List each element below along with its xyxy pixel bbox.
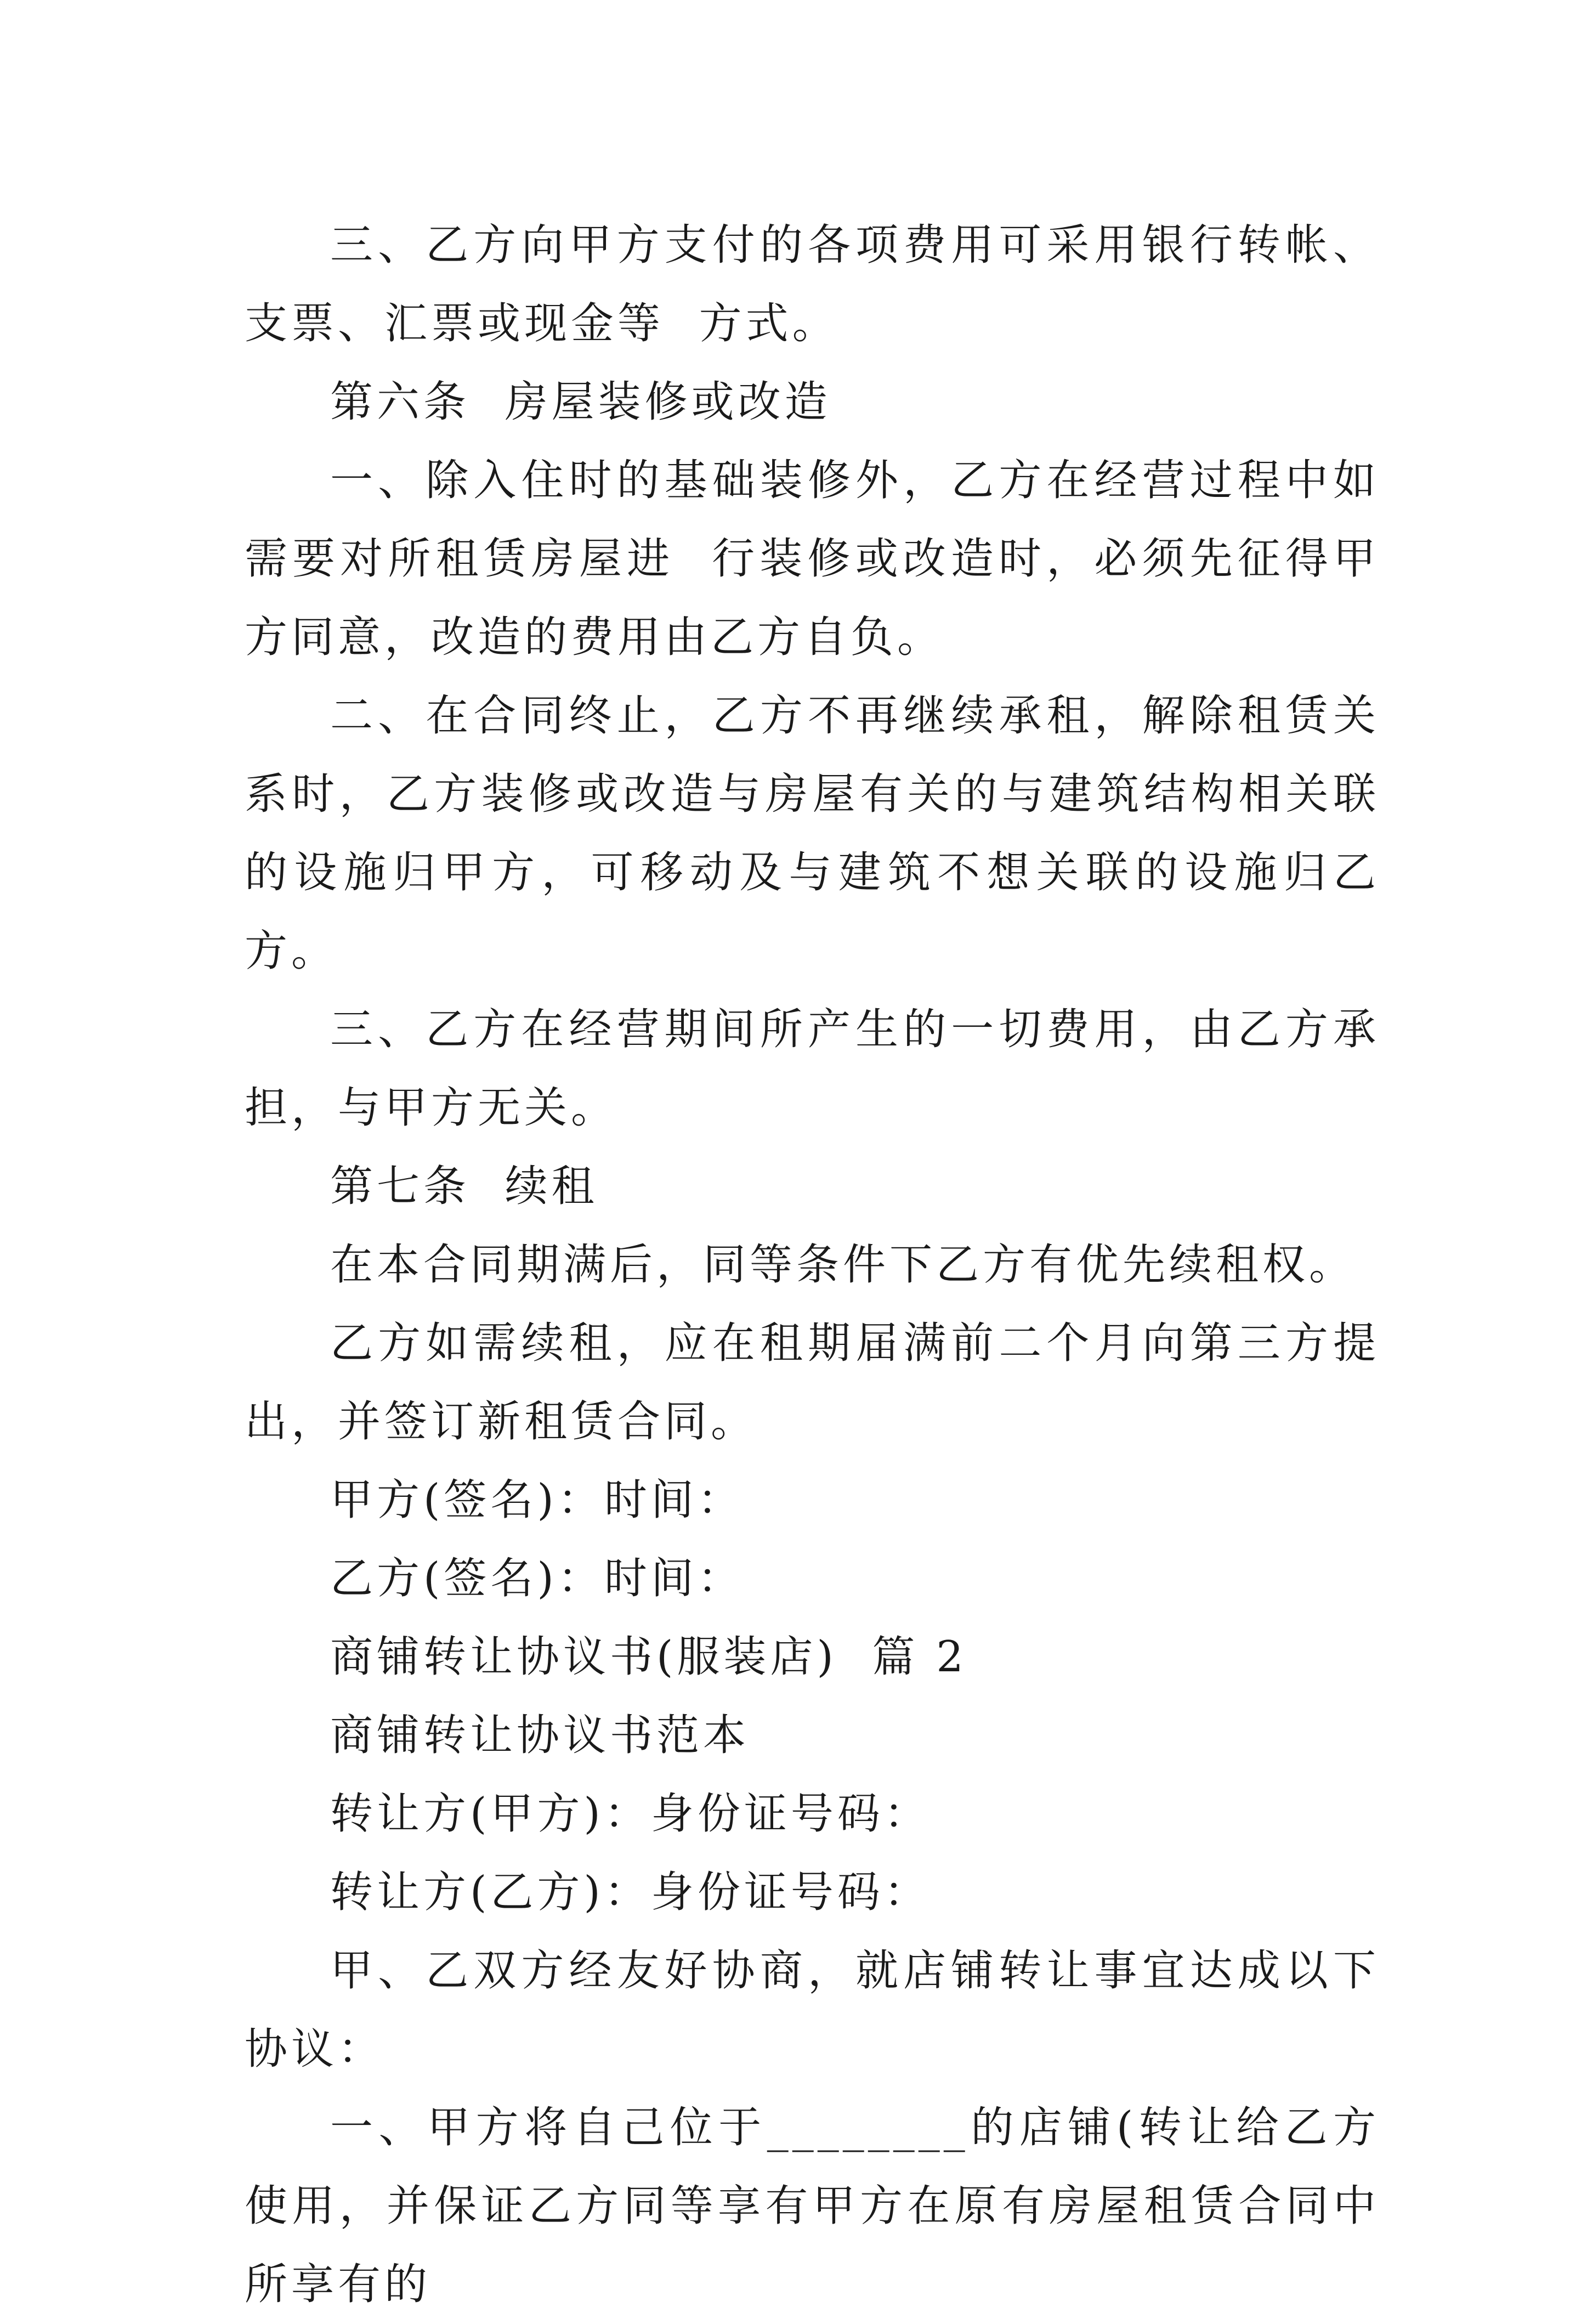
transferee-line: 转让方(乙方)：身份证号码： [330, 1868, 931, 1917]
paragraph-termination-facilities: 二、在合同终止，乙方不再继续承租，解除租赁关系时，乙方装修或改造与房屋有关的与建筑结构相关联的设施归甲方，可移动及与建筑不想关联的设施归乙方。 [245, 691, 1380, 976]
paragraph-agreement-intro: 甲、乙双方经友好协商，就店铺转让事宜达成以下协议： [245, 1946, 1380, 2074]
paragraph-renovation-consent: 一、除入住时的基础装修外，乙方在经营过程中如需要对所租赁房屋进 行装修或改造时，必须先征得甲方同意，改造的费用由乙方自负。 [245, 456, 1380, 662]
paragraph-renewal-notice: 乙方如需续租，应在租期届满前二个月向第三方提出，并签订新租赁合同。 [245, 1319, 1380, 1446]
paragraph-payment-methods: 三、乙方向甲方支付的各项费用可采用银行转帐、支票、汇票或现金等 方式。 [245, 220, 1380, 348]
document-body [245, 206, 1380, 2324]
paragraph-clause-1: 一、甲方将自己位于________的店铺(转让给乙方使用，并保证乙方同等享有甲方在原有房屋租赁合同中所享有的 [245, 2103, 1380, 2309]
section-title-part-2: 商铺转让协议书(服装店) 篇 2 [330, 1632, 967, 1682]
paragraph-renewal-priority: 在本合同期满后，同等条件下乙方有优先续租权。 [330, 1240, 1356, 1290]
section-subtitle-template: 商铺转让协议书范本 [330, 1711, 750, 1760]
heading-article-6: 第六条 房屋装修或改造 [330, 377, 831, 427]
heading-article-7: 第七条 续租 [330, 1162, 598, 1211]
paragraph-operating-costs: 三、乙方在经营期间所产生的一切费用，由乙方承担，与甲方无关。 [245, 1005, 1380, 1133]
signature-line-party-b: 乙方(签名)：时间： [330, 1554, 744, 1603]
signature-line-party-a: 甲方(签名)：时间： [330, 1475, 744, 1525]
transferor-line: 转让方(甲方)：身份证号码： [330, 1789, 931, 1839]
